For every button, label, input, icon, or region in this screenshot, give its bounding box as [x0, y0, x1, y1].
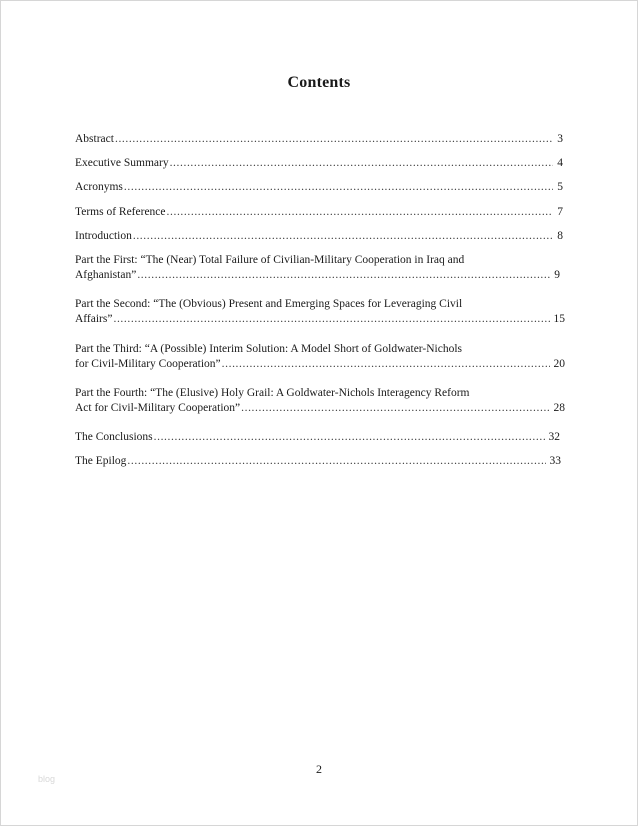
watermark: blog	[38, 774, 56, 784]
toc-page-number: 28	[553, 402, 565, 414]
toc-page-number: 33	[549, 455, 561, 467]
contents-title: Contents	[287, 74, 351, 91]
toc-entry-title: The Epilog	[75, 455, 127, 467]
toc-entry-title-line2: Act for Civil-Military Cooperation”	[75, 402, 241, 414]
toc-entry-terms-of-reference[interactable]	[75, 205, 563, 220]
toc-entry-title-line2: Affairs”	[75, 313, 113, 325]
toc-leader-dots	[170, 156, 554, 171]
toc-entry-title: Introduction	[75, 230, 132, 242]
toc-entry-part-first[interactable]	[75, 253, 560, 283]
toc-entry-epilog[interactable]	[75, 454, 561, 469]
toc-entry-introduction[interactable]	[75, 229, 563, 244]
toc-entry-title: Terms of Reference	[75, 206, 166, 218]
toc-entry-acronyms[interactable]	[75, 180, 563, 195]
page-number: 2	[316, 762, 322, 776]
toc-entry-title: Executive Summary	[75, 157, 169, 169]
toc-page-number: 3	[557, 133, 563, 145]
toc-leader-dots	[124, 180, 553, 195]
toc-entry-title-line1: Part the Third: “A (Possible) Interim Solution: A Model Short of Goldwater-Nichols	[75, 343, 463, 355]
toc-entry-title-line2: Afghanistan”	[75, 269, 137, 281]
toc-leader-dots	[127, 454, 545, 469]
toc-entry-part-second[interactable]	[75, 297, 565, 327]
toc-leader-dots	[133, 229, 553, 244]
toc-entry-title-line2: for Civil-Military Cooperation”	[75, 358, 221, 370]
toc-page-number: 8	[557, 230, 563, 242]
toc-entry-title-line1: Part the Second: “The (Obvious) Present and Emerging Spaces for Leveraging Civil	[75, 298, 463, 310]
toc-entry-title-line1: Part the Fourth: “The (Elusive) Holy Grail: A Goldwater-Nichols Interagency Reform	[75, 387, 470, 399]
toc-leader-dots	[167, 205, 554, 220]
toc-entry-abstract[interactable]	[75, 132, 563, 147]
toc-page-number: 32	[548, 431, 560, 443]
toc-entry-part-third[interactable]	[75, 342, 565, 372]
toc-page-number: 4	[557, 157, 563, 169]
toc-page-number: 20	[553, 358, 565, 370]
toc-leader-dots	[154, 430, 545, 445]
toc-leader-dots	[222, 357, 550, 372]
toc-leader-dots	[137, 268, 550, 283]
toc-page-number: 7	[557, 206, 563, 218]
toc-page-number: 9	[554, 269, 560, 281]
toc-entry-conclusions[interactable]	[75, 430, 560, 445]
toc-entry-executive-summary[interactable]	[75, 156, 563, 171]
toc-entry-title-line1: Part the First: “The (Near) Total Failure of Civilian-Military Cooperation in Iraq and	[75, 254, 465, 266]
toc-leader-dots	[241, 401, 549, 416]
toc-leader-dots	[113, 312, 549, 327]
toc-leader-dots	[115, 132, 553, 147]
toc-entry-title: Acronyms	[75, 181, 123, 193]
toc-page-number: 15	[553, 313, 565, 325]
toc-entry-title: The Conclusions	[75, 431, 153, 443]
toc-page-number: 5	[557, 181, 563, 193]
toc-entry-title: Abstract	[75, 133, 114, 145]
toc-entry-part-fourth[interactable]	[75, 386, 565, 416]
